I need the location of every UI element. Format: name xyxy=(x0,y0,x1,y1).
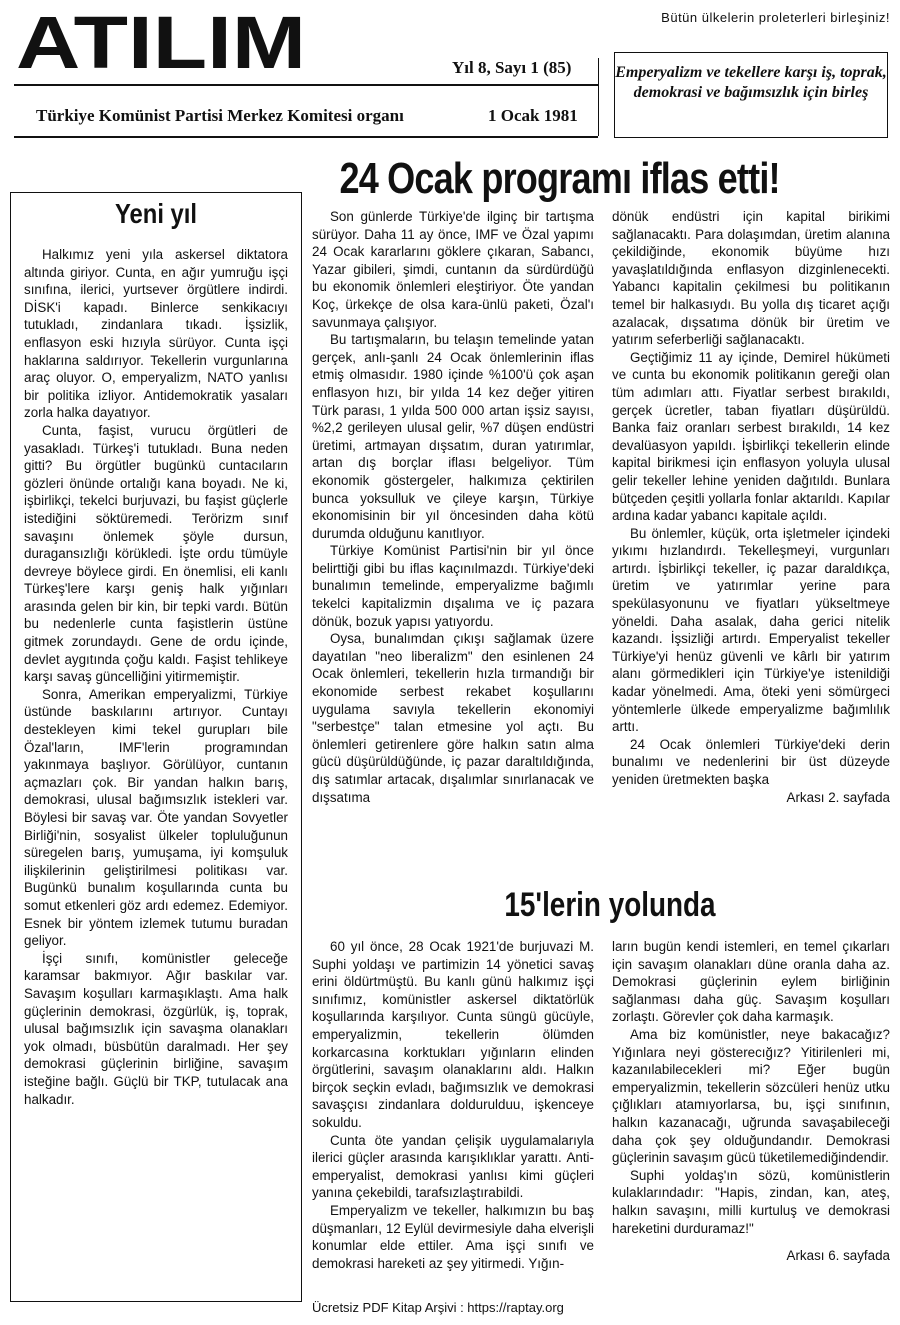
article-paragraph: Geçtiğimiz 11 ay içinde, Demirel hükümeti ve cunta bu ekonomik politikanın gereği olan tüm adımları attı. Fiyatlar serbest bırakıldı, gerçek ücretler, taban fiyatları düşürüldü. Banka faiz oranları serbest bırakıldı, 14 kez devalüasyon yapıldı. İşbirlikçi tekellerin elinde kapital birikmesi için enflasyon yoluyla ulusal gelir tekeller lehine yeniden dağıtıldı. Bunlara bütçeden çeşitli yollarla fonlar aktarıldı. Kapılar ardına kadar yabancı kapitale açıldı. xyxy=(612,349,890,524)
continued-note: Arkası 6. sayfada xyxy=(786,1248,890,1264)
article-paragraph: dönük endüstri için kapital birikimi sağlanacaktı. Para dolaşımdan, üretim alanına çekildiğinde, ekonomik büyüme hızı yavaşlatıldığında enflasyon dizginlenecekti. Yabancı kapitalin çekilmesi bu politikanın temel bir halkasıydı. Bu yolla dış ticaret açığı azalacak, dışsatıma dönük bir üretim ve yatırım seferberliği sağlanacaktı. xyxy=(612,209,890,348)
main-article-column-1 xyxy=(312,208,594,806)
article-paragraph: Oysa, bunalımdan çıkışı sağlamak üzere dayatılan "neo liberalizm" den esinlenen 24 Ocak önlemleri, tekellerin hızla tırmandığı bir ekonomide serbest rekabet koşullarını uygulama savıyla tekellerin ekonomiyi "serbestçe" talan etmesine yol açtı. Bu önlemleri getirenlere göre halkın satın alma gücü düşürüldüğünde, iç pazar daraltıldığında, dış satımlar artacak, dışalımlar sınırlanacak ve dışsatıma xyxy=(312,631,594,805)
continued-note: Arkası 2. sayfada xyxy=(786,789,890,805)
editorial-paragraph: Cunta, faşist, vurucu örgütleri de yasakladı. Türkeş'i tutukladı. Buna neden gitti? Bu örgütler bugünkü cuntacıların gözleri önünde ortalığı kana boyadı. Ne ki, işbirlikçi, tekelci burjuvazi, bu faşist güçlerle istediğini söktüremedi. Terörizm sınıf savaşını önlemek şöyle dursun, duragansızlığı körükledi. İşte ordu tümüyle devreye böylece girdi. En önemlisi, eli kanlı Türkeş'lere karşı geniş halk yığınları arasında gelen bir kin, bir tepki vardı. Bütün bu nedenlerle cunta faşistlerin üstüne gitmek zorundaydı. Gene de ordu içinde, devlet aygıtında çoğu kaldı. Faşist tehlikeye karşı savaş güncelliğini yitirmemiştir. xyxy=(24,422,288,685)
editorial-body xyxy=(24,246,288,1108)
second-article-column-1 xyxy=(312,938,594,1272)
editorial-paragraph: İşçi sınıfı, komünistler geleceğe karamsar bakmıyor. Ağır baskılar var. Savaşım koşulları karmaşıklaştı. Ama halk güçlerinin demokrasi, özgürlük, iş, toprak, ulusal bağımsızlık için savaşma olanakları yok olmadı, büsbütün daralmadı. Her şey demokrasi güçlerinin birliğine, savaşım isteğine bağlı. Güçlü bir TKP, tutulacak ana halkadır. xyxy=(24,950,288,1107)
archive-watermark: Ücretsiz PDF Kitap Arşivi : https://raptay.org xyxy=(312,1300,564,1315)
editorial-paragraph: Halkımız yeni yıla askersel diktatora altında giriyor. Cunta, en ağır yumruğu işçi sınıfına, ilerici, yurtsever örgütlere indirdi. DİSK'i kapadı. Binlerce senkikacıyı tutukladı, zindanlara tıkadı. İşsizlik, enflasyon eski hızıyla sürüyor. Cunta işçi haklarına saldırıyor. Tekellerin vurgunlarına araç oluyor. O, emperyalizm, NATO yanlısı bir politika izliyor. Antidemokratik yasaları zorla halka dayatıyor. xyxy=(24,247,288,421)
second-headline: 15'lerin yolunda xyxy=(504,886,716,924)
main-headline: 24 Ocak programı iflas etti! xyxy=(339,154,780,203)
article-paragraph: Ama biz komünistler, neye bakacağız? Yığınlara neyi gösterecığız? Yitirilenleri mi, kazanılabilecekleri mi? Eğer bugün emperyalizmin, tekellerin sözcüleri henüz utku çığlıkları atamıyorlarsa, bu, işçi sınıfının, halkın kazanacağı, uğrunda savaşabileceği daha çok şey olduğundandır. Demokrasi güçlerinin savaşım gücü tüketilemediğindendir. xyxy=(612,1026,890,1166)
header-rule-bottom xyxy=(14,136,598,138)
masthead-name: ATILIM xyxy=(16,6,306,76)
main-article-column-2 xyxy=(612,208,890,806)
article-paragraph: Emperyalizm ve tekeller, halkımızın bu baş düşmanları, 12 Eylül devirmesiyle daha elverişli konumlar elde ettiler. Ama işçi sınıfı ve demokrasi hareketi az şey yitirmedi. Yığın- xyxy=(312,1202,594,1271)
header-rule-top xyxy=(14,84,598,86)
editorial-paragraph: Sonra, Amerikan emperyalizmi, Türkiye üstünde baskılarını artırıyor. Cuntayı destekleyen kimi tekel gurupları bile Özal'ların, IMF'lerin programından yakınmaya başlıyor. Görülüyor, cuntanın açmazları çok. Bir yandan halkın barış, demokrasi, ulusal bağımsızlık istekleri var. Böylesi bir savaş var. Öte yandan Sovyetler Birliği'nin, sosyalist ülkeler topluluğunun süregelen barış, yumuşama, iyi komşuluk ilişkilerinin geliştirilmesi politikası var. Bugünkü bunalım koşullarında cunta bu somut etkenleri göz ardı edemez. Edemiyor. Esnek bir yöntem izlemek tutumu buradan geliyor. xyxy=(24,686,288,949)
article-paragraph: ların bugün kendi istemleri, en temel çıkarları için savaşım olanakları düne oranla daha az. Demokrasi güçlerinin eylem birliğinin sağlanması daha güç. Savaşım koşulları zorlaştı. Görevler çok daha karmaşık. xyxy=(612,939,890,1025)
issue-date: 1 Ocak 1981 xyxy=(488,106,578,125)
editorial-title: Yeni yıl xyxy=(114,198,198,229)
article-paragraph: Suphi yoldaş'ın sözü, komünistlerin kulaklarındadır: "Hapis, zindan, kan, ateş, halkın savaşını, milli kurtuluş ve demokrasi hareketini durduramaz!" xyxy=(612,1167,890,1236)
second-article-column-2 xyxy=(612,938,890,1265)
article-paragraph: 60 yıl önce, 28 Ocak 1921'de burjuvazi M. Suphi yoldaşı ve partimizin 14 yönetici savaş erini öldürtmüştü. Bu kanlı günü halkımız işçi sınıfımız, komünistler askersel diktatörlük koşullarında karşılıyor. Cunta süngü gücüyle, emperyalizmin, tekellerin ölümden korkarcasına korktukları yığınların elinden örgütlerini, savaşım olanaklarını aldı. Halkın birçok seçkin evladı, bağımsızlık ve demokrasi savaşçısı zindanlara doldurulduu, işkenceye sokuldu. xyxy=(312,939,594,1130)
masthead-logo xyxy=(14,6,314,76)
article-paragraph: Son günlerde Türkiye'de ilginç bir tartışma sürüyor. Daha 11 ay önce, IMF ve Özal yapımı 24 Ocak kararlarını göklere çıkaran, Sabancı, Yazar gibileri, şimdi, cuntanın da sürdürdüğü bu ekonomik önlemleri eleştiriyor. Öte yandan Koç, ürkekçe de olsa kara-ünlü paketi, Özal'ı savunmaya çalışıyor. xyxy=(312,209,594,330)
slogan-box: Emperyalizm ve tekellere karşı iş, toprak, demokrasi ve bağımsızlık için birleş xyxy=(614,52,888,138)
header-divider xyxy=(598,58,599,136)
organ-line: Türkiye Komünist Partisi Merkez Komitesi organı xyxy=(36,106,404,125)
article-paragraph: Bu önlemler, küçük, orta işletmeler içindeki yıkımı hızlandırdı. Tekelleşmeyi, vurgunları artırdı. İşbirlikçi tekeller, iç pazar daraldıkça, üretim ve yatırımlar yerine para spekülasyonunu ve fiyatları yükseltmeye yöneldi. Daha asalak, daha gerici nitelik kazandı. İşsizliği artırdı. Emperyalist tekeller Türkiye'yi henüz güvenli ve kârlı bir yatırım alanı görmedikleri için Türkiye'ye istenildiği kadar yönelmedi. Ama, öteki yeni sömürgeci yöntemlerle ülkede emperyalizme bağımlılık arttı. xyxy=(612,525,890,735)
article-paragraph: 24 Ocak önlemleri Türkiye'deki derin bunalımı ve nedenlerini bir üst düzeyde yeniden üretmekten başka xyxy=(612,736,890,787)
article-paragraph: Cunta öte yandan çelişik uygulamalarıyla ilerici güçler arasında karışıklıklar yarattı. Anti-emperyalist, demokrasi yanlısı kimi güçleri yanına çekebildi, tarafsızlaştırabildi. xyxy=(312,1132,594,1201)
article-paragraph: Türkiye Komünist Partisi'nin bir yıl önce belirttiği gibi bu iflas kaçınılmazdı. Türkiye'deki bunalımın temelinde, emperyalizme bağımlı tekelci kapitalizmin dışalıma ve iç pazara dönük, bozuk yapısı yatıyordu. xyxy=(312,543,594,629)
masthead-logo-svg xyxy=(14,6,314,76)
article-paragraph: Bu tartışmaların, bu telaşın temelinde yatan gerçek, anlı-şanlı 24 Ocak önlemlerinin iflas etmiş olmasıdır. 1980 içinde %100'ü çok aşan enflasyon hızı, bir yılda 14 kez değer yitiren Türk parası, 1 yılda 500 000 artan işsiz sayısı, %2,2 gerileyen ulusal gelir, %7 düşen endüstri üretimi, artmayan dışsatım, duran yatırımlar, artan dış borçlar iflası belgeliyor. Tüm ekonomik göstergeler, halkımıza çektirilen bunca yoksulluk ve çileye karşın, Türkiye ekonomisinin bir yıl öncesinden daha kötü durumda olduğunu kanıtlıyor. xyxy=(312,332,594,541)
slogan-top: Bütün ülkelerin proleterleri birleşiniz! xyxy=(661,10,890,25)
issue-number: Yıl 8, Sayı 1 (85) xyxy=(452,58,572,77)
